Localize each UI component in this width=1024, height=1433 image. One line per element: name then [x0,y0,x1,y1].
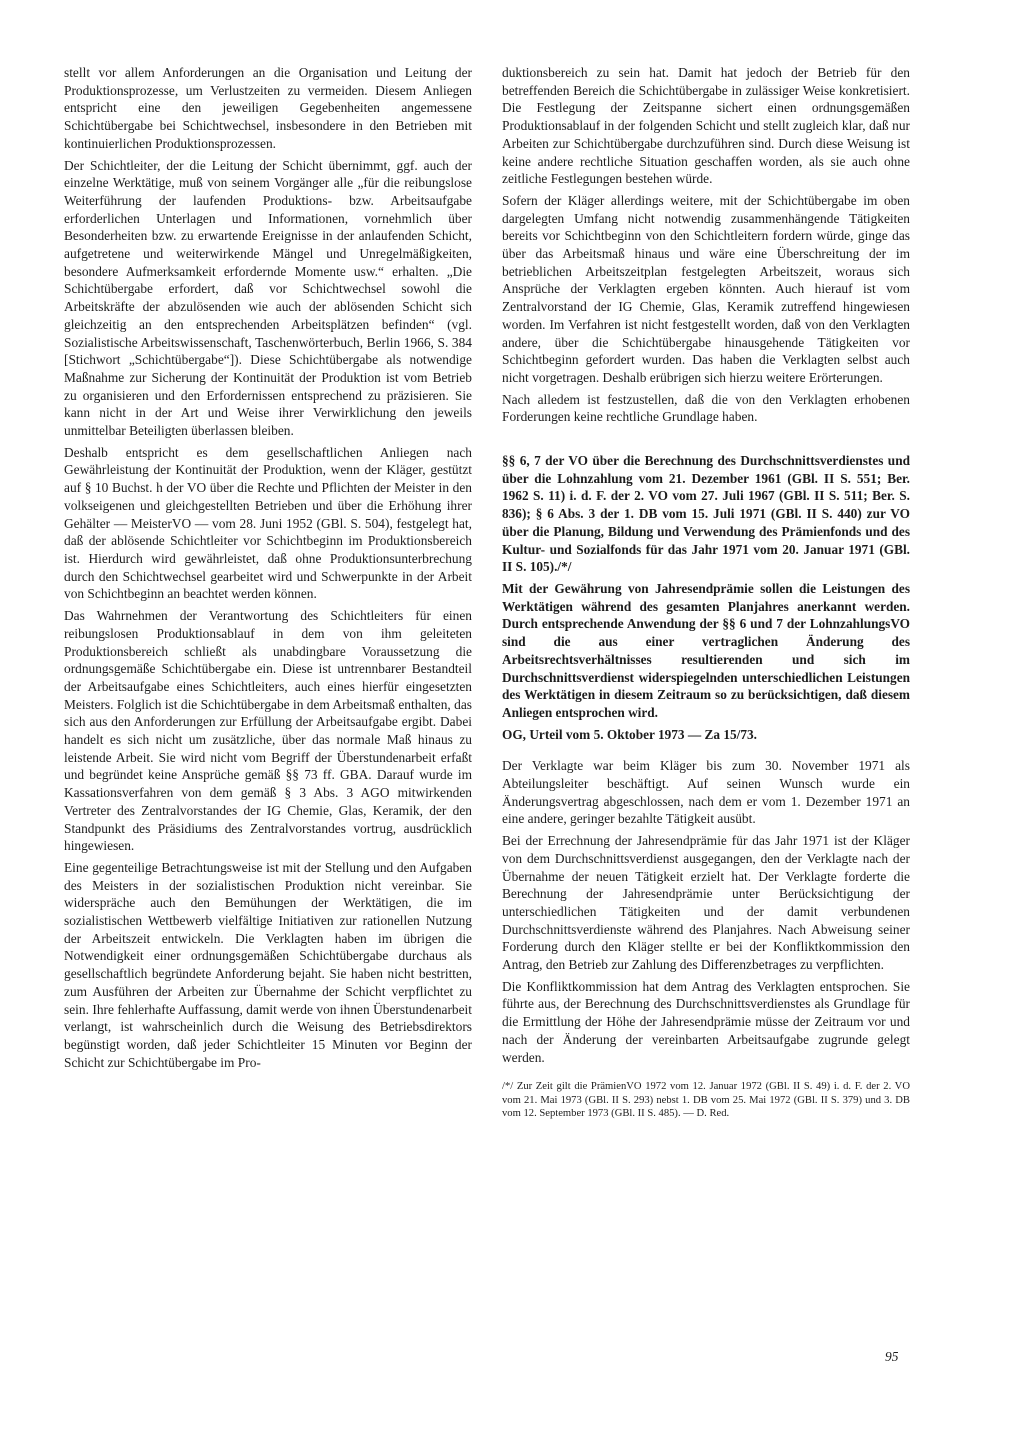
paragraph-1: stellt vor allem Anforderungen an die Organisation und Leitung der Produktionsprozesse, um Verlustzeiten zu vermeiden. Diesem Anliegen entspricht eine den jeweiligen Gegebenheiten angemessene Schichtübergabe bei Schichtwechsel, insbesondere in den Betrieben mit kontinuierlichen Produktionsprozessen. [64,65,472,151]
paragraph-4: Das Wahrnehmen der Verantwortung des Schichtleiters für einen reibungslosen Produktionsablauf in dem von ihm geleiteten Produktionsbereich schließt als unabdingbare Voraussetzung die ordnungsgemäße Schichtübergabe ein. Diese ist untrennbarer Bestandteil der Arbeitsaufgabe eines Schichtleiters, auch eines hierfür eingesetzten Meisters. Folglich ist die Schichtübergabe in dem Arbeitsmaß enthalten, das sich aus den Anforderungen zur Erfüllung der Arbeitsaufgabe ergibt. Dabei handelt es sich nicht um zusätzliche, über das normale Maß hinaus zu leistende Arbeit. Sie wird nicht vom Begriff der Überstundenarbeit erfaßt und begründet keine Ansprüche gemäß §§ 73 ff. GBA. Darauf wurde im Kassationsverfahren von dem gemäß § 3 Abs. 3 AGO mitwirkenden Vertreter des Zentralvorstandes der IG Chemie, Glas, Keramik, der den Standpunkt des Präsidiums des Zentralvorstandes vortrug, ausdrücklich hingewiesen. [64,608,472,854]
legal-provisions-heading: §§ 6, 7 der VO über die Berechnung des Durchschnittsverdienstes und über die Lohnzahlung vom 21. Dezember 1961 (GBl. II S. 551; Ber. 1962 S. 11) i. d. F. der 2. VO vom 27. Juli 1967 (GBl. II S. 511; Ber. S. 836); § 6 Abs. 3 der 1. DB vom 15. Juli 1971 (GBl. II S. 440) zur VO über die Planung, Bildung und Verwendung des Prämienfonds und des Kultur- und Sozialfonds für das Jahr 1971 vom 20. Januar 1971 (GBl. II S. 105)./*/ [502,453,910,575]
court-reference: OG, Urteil vom 5. Oktober 1973 — Za 15/73. [502,726,757,742]
paragraph-10: Bei der Errechnung der Jahresendprämie für das Jahr 1971 ist der Kläger von dem Durchschnittsverdienst ausgegangen, den der Verklagte nach der Übernahme der neuen Tätigkeit erzielt hat. Der Verklagte forderte die Berechnung der Jahresendprämie unter Berücksichtigung der unterschiedlichen Tätigkeiten und der damit verbundenen Durchschnittsverdienste während des Planjahres. Nach Abweisung seiner Forderung durch den Kläger stellte er bei der Konfliktkommission den Antrag, den Betrieb zur Zahlung des Differenzbetrages zu verpflichten. [502,833,910,973]
paragraph-7: Sofern der Kläger allerdings weitere, mit der Schichtübergabe im oben dargelegten Umfang nicht notwendig zusammenhängende Tätigkeiten bereits vor Schichtbeginn von den Schichtleitern fordern würde, ginge das über das Arbeitsmaß hinaus und wäre eine Überschreitung der im betrieblichen Arbeitszeitplan festgelegten Arbeitszeit, woraus sich Ansprüche der Verklagten ergeben könnten. Auch hierauf ist vom Zentralvorstand der IG Chemie, Glas, Keramik zutreffend hingewiesen worden. Im Verfahren ist nicht festgestellt worden, daß von den Verklagten andere, über die Schichtübergabe hinausgehende Tätigkeiten vor Schichtbeginn gefordert wurden. Das haben die Verklagten selbst auch nicht vorgetragen. Deshalb erübrigen sich hierzu weitere Erörterungen. [502,192,910,385]
paragraph-2: Der Schichtleiter, der die Leitung der Schicht übernimmt, ggf. auch der einzelne Werktätige, muß von seinem Vorgänger alle „für die reibungslose Weiterführung der laufenden Produktions- bzw. Arbeitsaufgabe erforderlichen Unterlagen und Informationen, vornehmlich über Besonderheiten bzw. zu erwartende Ereignisse in der anlaufenden Schicht, aufgetretene und weiterwirkende Mängel und Unregelmäßigkeiten, besondere Aufmerksamkeit erfordernde Momente usw.“ erhalten. „Die Schichtübergabe erfordert, daß vor Schichtwechsel sowohl die Arbeitskräfte der abzulösenden wie auch der ablösenden Schicht sich gleichzeitig an den entsprechenden Arbeitsplätzen befinden“ (vgl. Sozialistische Arbeitswissenschaft, Taschenwörterbuch, Berlin 1966, S. 384 [Stichwort „Schichtübergabe“]). Diese Schichtübergabe als notwendige Maßnahme zur Sicherung der Kontinuität der Produktion ist vom Betrieb zu organisieren und den Erfordernissen entsprechend zu präzisieren. Sie kann nicht in der Art und Weise ihrer Verwirklichung den jeweils unmittelbar Beteiligten überlassen bleiben. [64,157,472,439]
paragraph-8: Nach alledem ist festzustellen, daß die von den Verklagten erhobenen Forderungen keine rechtliche Grundlage haben. [502,391,910,425]
right-column [502,64,910,1125]
paragraph-6: duktionsbereich zu sein hat. Damit hat jedoch der Betrieb für den betreffenden Bereich die Schichtübergabe in zulässiger Weise konkretisiert. Die Festlegung der Zeitspanne sichert einen ordnungsgemäßen Produktionsablauf in der folgenden Schicht und stellt zugleich klar, daß nur Arbeiten zur Schichtübergabe durchzuführen sind. Durch diese Weisung ist keine andere rechtliche Situation geschaffen worden, als sie auch ohne zeitliche Festlegungen bestehen würde. [502,65,910,187]
page-number: 95 [885,1349,899,1364]
paragraph-11: Die Konfliktkommission hat dem Antrag des Verklagten entsprochen. Sie führte aus, der Berechnung des Durchschnittsverdienstes als Grundlage für die Ermittlung der Höhe der Jahresendprämie müsse der Zeitraum vor und nach der Änderung der vereinbarten Arbeitsaufgabe zugrunde gelegt werden. [502,978,910,1065]
left-column [64,64,472,1075]
paragraph-5: Eine gegenteilige Betrachtungsweise ist mit der Stellung und den Aufgaben des Meisters in der sozialistischen Produktion nicht vereinbar. Sie widerspräche auch den Bemühungen der Werktätigen, die im sozialistischen Wettbewerb vielfältige Initiativen zur rationellen Nutzung der Arbeitszeit entwickeln. Die Verklagten haben im übrigen die Notwendigkeit einer ordnungsgemäßen Schichtübergabe durchaus als gesellschaftlich begründete Anforderung bejaht. Sie haben nicht bestritten, zum Ausführen der Arbeiten zur Übernahme der Schicht verpflichtet zu sein. Ihre fehlerhafte Auffassung, damit werde von ihnen Überstundenarbeit verlangt, ist wahrscheinlich durch die Weisung des Betriebsdirektors begünstigt worden, daß jeder Schichtleiter 15 Minuten vor Beginn der Schicht zur Schichtübergabe im Pro- [64,859,472,1070]
paragraph-3: Deshalb entspricht es dem gesellschaftlichen Anliegen nach Gewährleistung der Kontinuität der Produktion, wenn der Kläger, gestützt auf § 10 Buchst. h der VO über die Rechte und Pflichten der Meister in den volkseigenen und gleichgestellten Betrieben und über die Erhöhung ihrer Gehälter — MeisterVO — vom 28. Juni 1952 (GBl. S. 504), festgelegt hat, daß der ablösende Schichtleiter vor Schichtbeginn im Produktionsbereich ist. Hierdurch wird gewährleistet, daß ohne Produktionsunterbrechung durch den Schichtwechsel gearbeitet wird und Schwerpunkte in der Arbeit von Schichtbeginn an beachtet werden können. [64,444,472,602]
headnote: Mit der Gewährung von Jahresendprämie sollen die Leistungen des Werktätigen während des gesamten Planjahres anerkannt werden. Durch entsprechende Anwendung der §§ 6 und 7 der LohnzahlungsVO sind die aus einer vertraglichen Änderung des Arbeitsrechtsverhältnisses resultierenden und sich im Durchschnittsverdienst widerspiegelnden unterschiedlichen Leistungen des Werktätigen in diesem Zeitraum so zu berücksichtigen, daß diesem Anliegen entsprochen wird. [502,580,910,720]
paragraph-9: Der Verklagte war beim Kläger bis zum 30. November 1971 als Abteilungsleiter beschäftigt. Auf seinen Wunsch wurde ein Änderungsvertrag abgeschlossen, nach dem er vom 1. Dezember 1971 an eine andere, geringer bezahlte Tätigkeit ausübt. [502,758,910,827]
footnote: /*/ Zur Zeit gilt die PrämienVO 1972 vom 12. Januar 1972 (GBl. II S. 49) i. d. F. der 2. VO vom 21. Mai 1973 (GBl. II S. 293) nebst 1. DB vom 25. Mai 1972 (GBl. II S. 379) und 3. DB vom 12. September 1973 (GBl. II S. 485). — D. Red. [502,1081,910,1120]
